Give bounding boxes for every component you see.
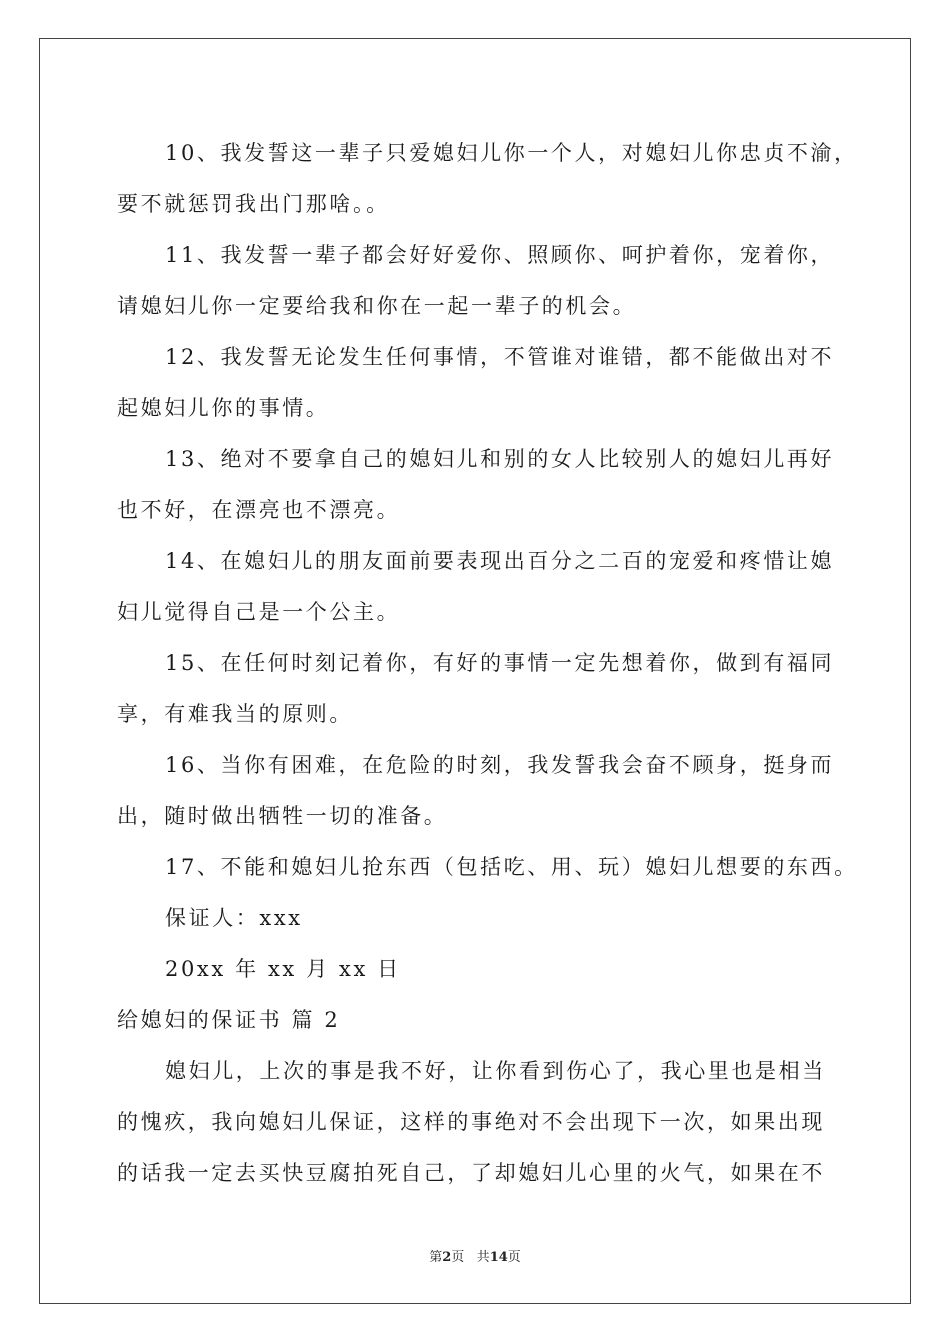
text-line: 享，有难我当的原则。: [117, 702, 353, 726]
text-line: 11、我发誓一辈子都会好好爱你、照顾你、呵护着你，宠着你，: [165, 243, 835, 267]
page-suffix: 页: [451, 1250, 465, 1265]
date-line: 20xx 年 xx 月 xx 日: [165, 957, 401, 981]
text-line: 15、在任何时刻记着你，有好的事情一定先想着你，做到有福同: [165, 651, 835, 675]
text-line: 17、不能和媳妇儿抢东西（包括吃、用、玩）媳妇儿想要的东西。: [165, 855, 858, 879]
text-line: 起媳妇儿你的事情。: [117, 396, 330, 420]
total-suffix: 页: [507, 1250, 521, 1265]
text-line: 妇儿觉得自己是一个公主。: [117, 600, 401, 624]
text-line: 请媳妇儿你一定要给我和你在一起一辈子的机会。: [117, 294, 637, 318]
text-line: 出，随时做出牺牲一切的准备。: [117, 804, 448, 828]
text-line: 10、我发誓这一辈子只爱媳妇儿你一个人，对媳妇儿你忠贞不渝，: [165, 141, 858, 165]
section-heading: 给媳妇的保证书 篇 2: [117, 1008, 341, 1032]
document-body: [117, 128, 858, 1199]
text-line: 12、我发誓无论发生任何事情，不管谁对谁错，都不能做出对不: [165, 345, 835, 369]
page-prefix: 第: [429, 1250, 443, 1265]
guarantor-line: 保证人：xxx: [165, 906, 303, 930]
page-footer: [0, 1246, 950, 1265]
total-pages: 14: [489, 1250, 508, 1265]
text-line: 要不就惩罚我出门那啥。。: [117, 192, 390, 216]
text-line: 媳妇儿，上次的事是我不好，让你看到伤心了，我心里也是相当: [165, 1059, 826, 1083]
text-line: 也不好，在漂亮也不漂亮。: [117, 498, 401, 522]
total-prefix: 共: [476, 1250, 490, 1265]
text-line: 13、绝对不要拿自己的媳妇儿和别的女人比较别人的媳妇儿再好: [165, 447, 835, 471]
text-line: 的愧疚，我向媳妇儿保证，这样的事绝对不会出现下一次，如果出现: [117, 1110, 825, 1134]
text-line: 的话我一定去买快豆腐拍死自己，了却媳妇儿心里的火气，如果在不: [117, 1161, 825, 1185]
text-line: 16、当你有困难，在危险的时刻，我发誓我会奋不顾身，挺身而: [165, 753, 835, 777]
page-number: 2: [442, 1250, 452, 1265]
text-line: 14、在媳妇儿的朋友面前要表现出百分之二百的宠爱和疼惜让媳: [165, 549, 835, 573]
